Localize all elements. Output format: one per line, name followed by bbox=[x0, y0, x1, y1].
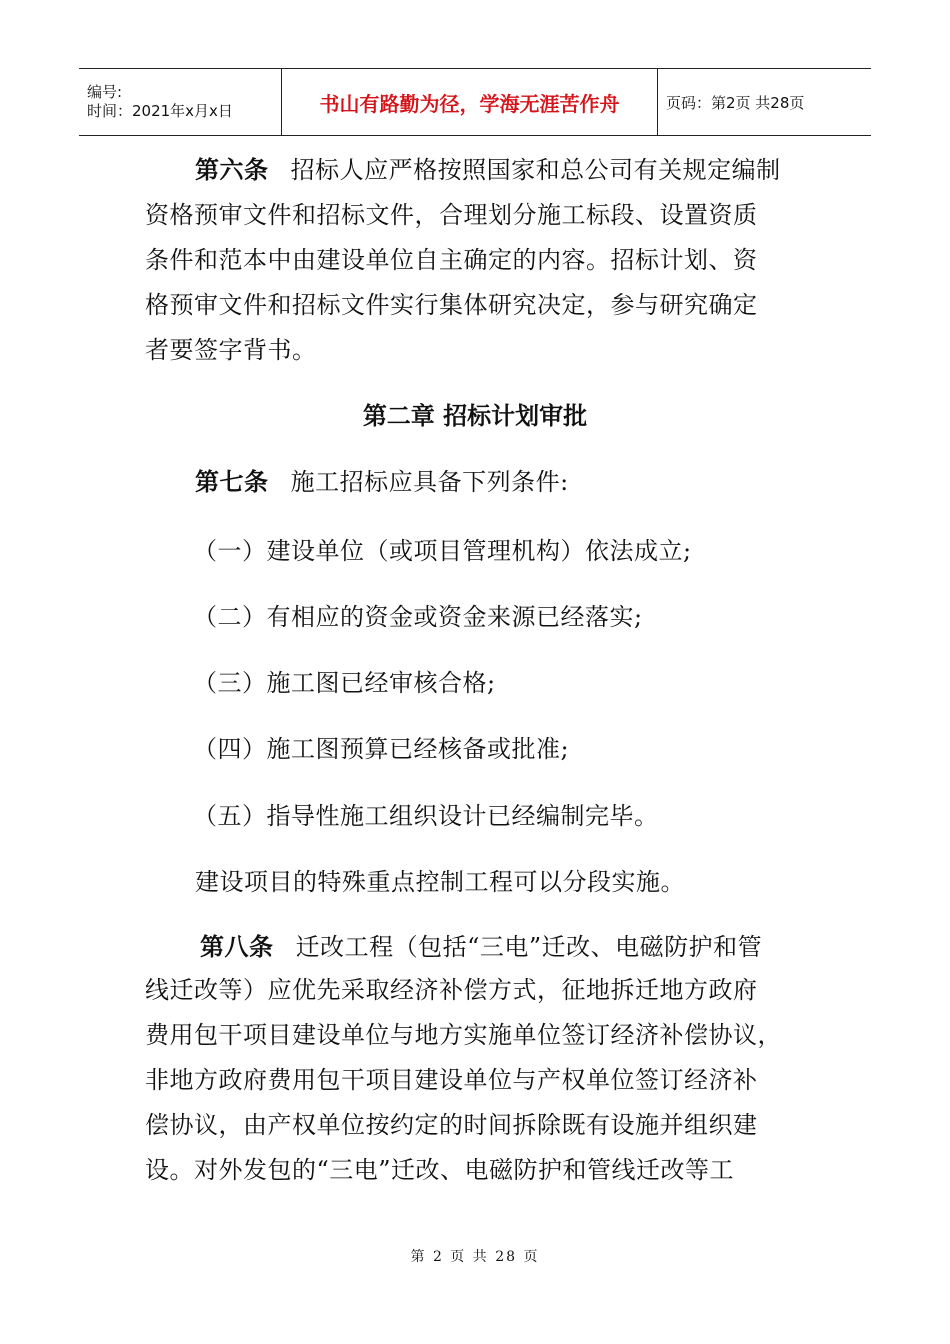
article-7-note: 建设项目的特殊重点控制工程可以分段实施。 bbox=[195, 868, 685, 896]
article-6-text-3: 条件和范本中由建设单位自主确定的内容。招标计划、资 bbox=[145, 246, 758, 274]
header-meta bbox=[79, 69, 281, 135]
article-6-first-line bbox=[195, 150, 781, 185]
article-6-title: 第六条 bbox=[195, 156, 269, 184]
article-7-item-2: （二）有相应的资金或资金来源已经落实; bbox=[193, 603, 643, 631]
page-header bbox=[79, 68, 871, 136]
chapter-heading: 第二章 招标计划审批 bbox=[362, 402, 588, 430]
article-7-first-line bbox=[195, 462, 569, 497]
document-date: 时间：2021年x月x日 bbox=[87, 102, 233, 120]
article-8-text-2: 线迁改等）应优先采取经济补偿方式，征地拆迁地方政府 bbox=[145, 976, 758, 1004]
header-page-info: 页码：第2页 共28页 bbox=[666, 93, 805, 112]
article-8-first-line bbox=[200, 927, 762, 962]
page-footer: 第 2 页 共 28 页 bbox=[410, 1249, 540, 1265]
article-7-item-1: （一）建设单位（或项目管理机构）依法成立; bbox=[193, 537, 692, 565]
article-6-text-2: 资格预审文件和招标文件，合理划分施工标段、设置资质 bbox=[145, 201, 758, 229]
document-number-label: 编号: bbox=[87, 83, 123, 101]
article-7-item-4: （四）施工图预算已经核备或批准; bbox=[193, 735, 570, 763]
article-6-text-1: 招标人应严格按照国家和总公司有关规定编制 bbox=[290, 156, 781, 184]
article-8-text-1: 迁改工程（包括“三电”迁改、电磁防护和管 bbox=[295, 933, 763, 961]
article-8-title: 第八条 bbox=[200, 933, 274, 961]
article-6-text-4: 格预审文件和招标文件实行集体研究决定，参与研究确定 bbox=[145, 291, 758, 319]
article-8-text-5: 偿协议，由产权单位按约定的时间拆除既有设施并组织建 bbox=[145, 1111, 758, 1139]
header-motto: 书山有路勤为径，学海无涯苦作舟 bbox=[281, 69, 658, 135]
article-6-text-5: 者要签字背书。 bbox=[145, 336, 317, 364]
article-7-title: 第七条 bbox=[195, 468, 269, 496]
article-7-item-3: （三）施工图已经审核合格; bbox=[193, 669, 496, 697]
article-8-text-4: 非地方政府费用包干项目建设单位与产权单位签订经济补 bbox=[145, 1066, 758, 1094]
article-7-item-5: （五）指导性施工组织设计已经编制完毕。 bbox=[193, 802, 659, 830]
article-7-text: 施工招标应具备下列条件: bbox=[290, 468, 569, 496]
article-8-text-3: 费用包干项目建设单位与地方实施单位签订经济补偿协议， bbox=[145, 1021, 782, 1049]
article-8-text-6: 设。对外发包的“三电”迁改、电磁防护和管线迁改等工 bbox=[145, 1156, 735, 1184]
